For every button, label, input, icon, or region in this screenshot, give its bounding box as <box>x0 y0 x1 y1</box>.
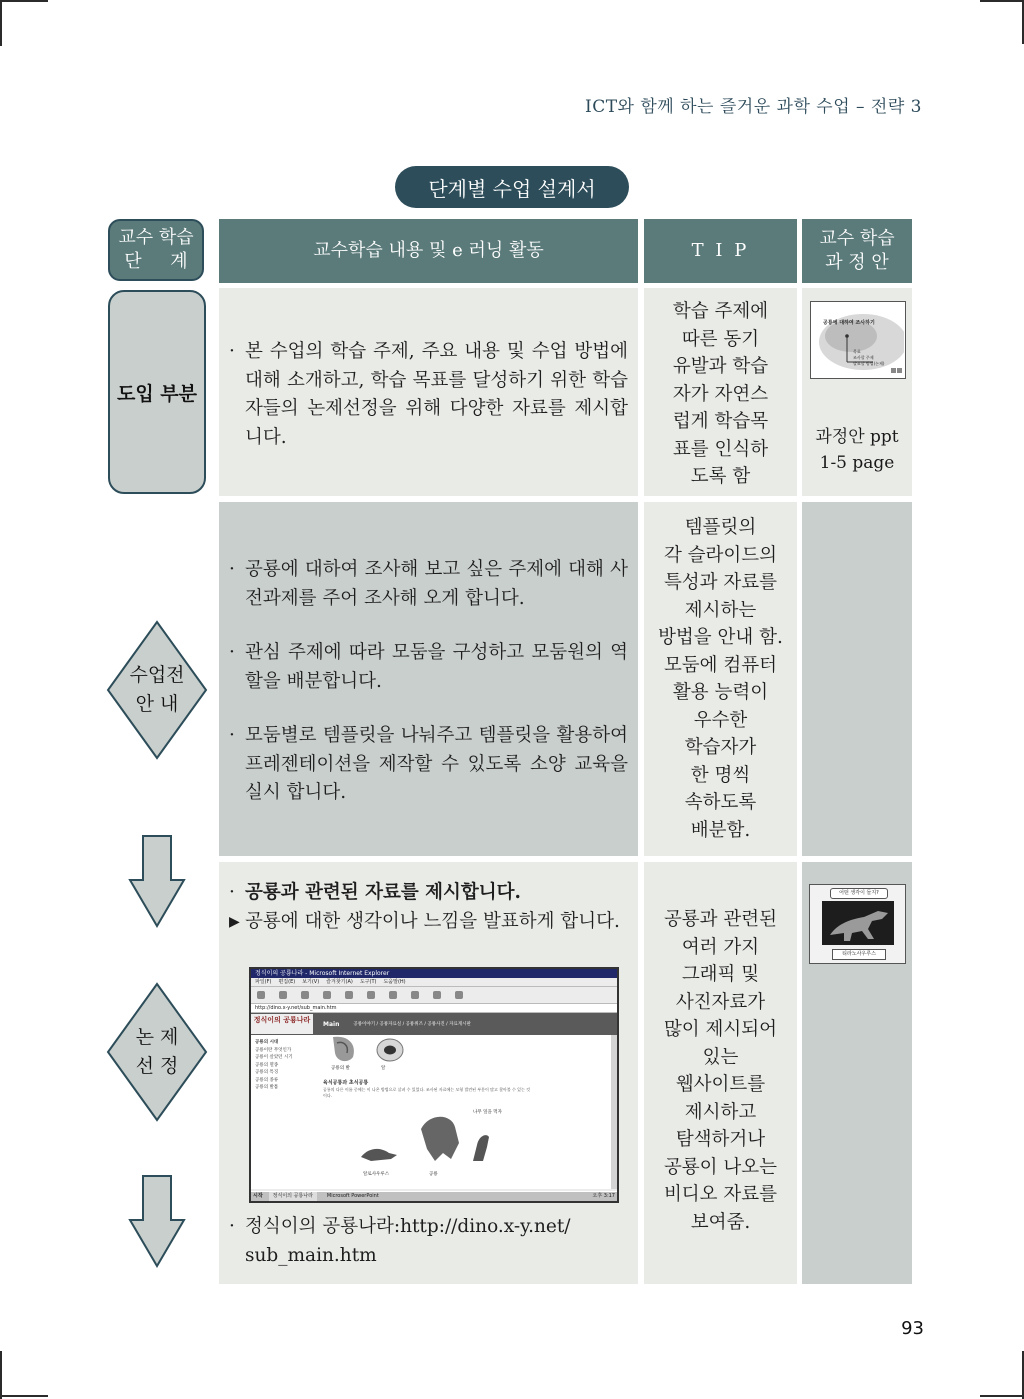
website-link-line2[interactable]: sub_main.htm <box>245 1244 377 1266</box>
taskbar-item-browser[interactable]: 정식이의 공룡나라 <box>269 1192 317 1201</box>
tip-line: 모둠에 컴퓨터 <box>663 654 778 676</box>
menu-view[interactable]: 보기(V) <box>302 979 320 985</box>
side-item[interactable]: 공룡이란 무엇인가 <box>255 1047 292 1053</box>
side-item[interactable]: 공룡의 발톱 <box>255 1085 279 1090</box>
row1-item-1: 본 수업의 학습 주제, 주요 내용 및 수업 방법에 대해 소개하고, 학습 목표를 달성하기 위한 학습자들의 논제선정을 위해 다양한 자료를 제시합니다. <box>245 341 628 448</box>
row3-content <box>219 862 638 1284</box>
stage-topic-label <box>106 1023 208 1081</box>
side-item[interactable]: 공룡의 종류 <box>255 1077 279 1083</box>
menu-favorites[interactable]: 즐겨찾기(A) <box>326 979 353 985</box>
address-url: http://dino.x-y.net/sub_main.htm <box>255 1005 337 1011</box>
tip-line: 비디오 자료를 <box>663 1184 778 1205</box>
row3-arrow-item: 공룡에 대한 생각이나 느낌을 발표하게 합니다. <box>245 910 620 932</box>
down-arrow-icon <box>127 834 187 930</box>
tip-line: 제시하고 <box>684 1101 757 1123</box>
tip-line: 공룡이 나오는 <box>663 1156 778 1178</box>
tip-line: 그래픽 및 <box>681 964 760 985</box>
tip-line: 따른 동기 <box>681 328 760 350</box>
nav-items[interactable]: 공룡이야기 / 공룡자료실 / 공룡퀴즈 / 공룡사진 / 자료게시판 <box>353 1022 471 1027</box>
list-item: · 모둠별로 템플릿을 나눠주고 템플릿을 활용하여 프레젠테이션을 제작할 수 있도록 소양 교육을 실시 합니다. <box>229 722 628 808</box>
list-item: · 공룡에 대하여 조사해 보고 싶은 주제에 대해 사전과제를 주어 조사해 오게 합니다. <box>229 556 628 613</box>
side-item[interactable]: 공룡의 시대 <box>255 1040 279 1045</box>
tip-line: 탐색하거나 <box>675 1129 766 1150</box>
tip-line: 있는 <box>702 1046 739 1068</box>
tip-line: 웹사이트를 <box>675 1074 766 1095</box>
row2-tip <box>644 502 797 856</box>
tip-header: T I P <box>644 219 797 283</box>
dino-thumb-caption: 티라노사우루스 <box>832 949 886 960</box>
print-icon[interactable] <box>455 991 463 999</box>
dino-caption-2: 공룡 <box>429 1172 438 1177</box>
tip-line: 템플릿의 <box>684 517 757 538</box>
tip-line: 특성과 자료를 <box>663 572 778 593</box>
site-header <box>251 1013 617 1035</box>
stage-topic-line1: 논 제 <box>135 1026 179 1048</box>
body-heading: 육식공룡과 초식공룡 <box>323 1080 369 1086</box>
tip-line: 많이 제시되어 <box>663 1019 778 1040</box>
website-link-line1[interactable]: 정식이의 공룡나라:http://dino.x-y.net/ <box>245 1216 571 1237</box>
row1-tip <box>644 288 797 496</box>
tip-line: 속하도록 <box>684 792 757 813</box>
refresh-icon[interactable] <box>323 991 331 999</box>
row3-bold-item: 공룡과 관련된 자료를 제시합니다. <box>245 882 521 903</box>
dinosaur-figures <box>351 1109 511 1169</box>
taskbar-clock: 오후 3:17 <box>592 1193 615 1199</box>
row2-plan <box>802 502 912 856</box>
tip-line: 도록 함 <box>690 466 751 487</box>
search-icon[interactable] <box>367 991 375 999</box>
crop-mark-top-left-v <box>0 0 2 46</box>
plan-ref-line1: 과정안 ppt <box>815 427 899 447</box>
ppt-thumbnail-dino <box>809 884 906 964</box>
taskbar <box>251 1191 619 1201</box>
tip-line: 우수한 <box>693 709 748 731</box>
content-header: 교수학습 내용 및 e 러닝 활동 <box>219 219 638 283</box>
forward-icon[interactable] <box>279 991 287 999</box>
stage-header-line1: 교수 학습 <box>118 227 194 248</box>
favorites-icon[interactable] <box>389 991 397 999</box>
row1-plan <box>802 288 912 496</box>
tip-line: 각 슬라이드의 <box>663 544 778 566</box>
page-title: 단계별 수업 설계서 <box>395 166 629 208</box>
row3-link-item <box>245 1213 628 1270</box>
caption-claw: 공룡의 발 <box>331 1066 350 1071</box>
tip-line: 한 명씩 <box>690 764 751 786</box>
tip-line: 학습 주제에 <box>672 301 769 322</box>
site-logo[interactable]: 정식이의 공룡나라 <box>251 1014 313 1034</box>
crop-mark-bottom-right-h <box>980 1395 1024 1397</box>
tip-line: 여러 가지 <box>681 936 760 958</box>
ppt-thumbnail-intro <box>810 301 906 379</box>
stage-topic-line2: 선 정 <box>135 1055 179 1077</box>
tip-line: 유발과 학습 <box>672 356 769 377</box>
side-item[interactable]: 공룡의 멸종 <box>255 1062 279 1068</box>
stop-icon[interactable] <box>301 991 309 999</box>
nav-main[interactable]: Main <box>323 1020 340 1028</box>
ppt-thumb-item-2: 조사할 주제 <box>853 355 874 360</box>
dino-egg-image <box>375 1037 405 1063</box>
back-icon[interactable] <box>257 991 265 999</box>
plan-header-line2: 과 정 안 <box>825 252 889 273</box>
down-arrow-icon <box>127 1174 187 1270</box>
plan-ref-line2: 1-5 page <box>819 453 895 473</box>
stage-preclass-line1: 수업전 <box>129 664 185 686</box>
history-icon[interactable] <box>411 991 419 999</box>
ppt-thumb-item-1: 목표 <box>853 349 861 354</box>
taskbar-item-powerpoint[interactable]: Microsoft PowerPoint <box>326 1193 379 1199</box>
menu-edit[interactable]: 편집(E) <box>278 979 296 985</box>
stage-header-line2: 단 계 <box>124 251 188 272</box>
running-header: ICT와 함께 하는 즐거운 과학 수업 – 전략 3 <box>584 97 922 117</box>
list-item: · 관심 주제에 따라 모둠을 구성하고 모둠원의 역할을 배분합니다. <box>229 639 628 696</box>
ppt-thumb-title: 공룡에 대하여 조사하기 <box>823 320 875 326</box>
list-item: ▶ 공룡에 대한 생각이나 느낌을 발표하게 합니다. <box>229 908 628 937</box>
row2-content <box>219 502 638 856</box>
tip-line: 표를 인식하 <box>672 438 769 460</box>
plan-header <box>802 219 912 283</box>
tip-line: 보여줌. <box>690 1211 751 1233</box>
mail-icon[interactable] <box>433 991 441 999</box>
crop-mark-bottom-left-v <box>0 1351 2 1399</box>
browser-titlebar <box>251 969 617 978</box>
dino-caption-1: 알로사우루스 <box>363 1172 390 1177</box>
scrollbar[interactable] <box>611 1035 617 1189</box>
menu-file[interactable]: 파일(F) <box>255 979 272 985</box>
body-text: 공룡의 다른 이름 중에는 이 나온 방법으로 살펴 수 있었다. 조사된 자료에는 모형 발견된 부분이 많고 찾아볼 수 있는 것이다. <box>323 1087 531 1098</box>
browser-menubar <box>251 978 617 986</box>
tip-line: 사진자료가 <box>675 991 766 1013</box>
home-icon[interactable] <box>345 991 353 999</box>
menu-tools[interactable]: 도구(T) <box>359 979 377 985</box>
crop-mark-top-right-h <box>980 0 1024 2</box>
tip-line: 학습자가 <box>684 737 757 758</box>
tip-line: 럽게 학습목 <box>672 411 769 432</box>
row2-item-3: 모둠별로 템플릿을 나눠주고 템플릿을 활용하여 프레젠테이션을 제작할 수 있도록 소양 교육을 실시 합니다. <box>245 725 628 803</box>
row3-plan <box>802 862 912 1284</box>
start-button[interactable]: 시작 <box>253 1193 263 1199</box>
site-body <box>251 1035 617 1189</box>
dino-thumb-title: 어떤 생각이 들지? <box>830 888 888 899</box>
crop-mark-top-left-h <box>0 0 48 2</box>
caption-egg: 알 <box>381 1066 386 1071</box>
side-item[interactable]: 공룡이 살았던 시기 <box>255 1055 293 1060</box>
tip-line: 활용 능력이 <box>672 682 769 703</box>
stage-header <box>108 219 204 281</box>
page-number: 93 <box>901 1318 924 1339</box>
tip-line: 배분함. <box>690 819 751 841</box>
side-item[interactable]: 공룡의 특징 <box>255 1070 279 1075</box>
browser-toolbar <box>251 986 617 1004</box>
row1-content <box>219 288 638 496</box>
browser-window-title: 정식이의 공룡나라 - Microsoft Internet Explorer <box>255 970 390 977</box>
website-screenshot <box>249 967 619 1203</box>
crop-mark-bottom-left-h <box>0 1395 48 1397</box>
ppt-thumb-item-3: 발표할 방법(논제) <box>853 361 885 366</box>
site-sidebar <box>255 1039 315 1092</box>
speech-bubble: 나무 잎을 먹자 <box>473 1110 502 1115</box>
row3-tip <box>644 862 797 1284</box>
tip-line: 자가 자연스 <box>672 383 769 405</box>
tip-line: 제시하는 <box>684 599 757 621</box>
row2-item-1: 공룡에 대하여 조사해 보고 싶은 주제에 대해 사전과제를 주어 조사해 오게 합니다. <box>245 559 628 609</box>
list-item: · 공룡과 관련된 자료를 제시합니다. <box>229 879 628 908</box>
list-item: · 본 수업의 학습 주제, 주요 내용 및 수업 방법에 대해 소개하고, 학습 목표를 달성하기 위한 학습자들의 논제선정을 위해 다양한 자료를 제시합니다. <box>229 338 628 452</box>
stage-intro: 도입 부분 <box>108 290 206 494</box>
plan-header-line1: 교수 학습 <box>819 228 895 249</box>
row2-item-2: 관심 주제에 따라 모둠을 구성하고 모둠원의 역할을 배분합니다. <box>245 642 628 692</box>
list-item: · 정식이의 공룡나라:http://dino.x-y.net/ sub_main.htm <box>229 1213 628 1270</box>
browser-address-bar[interactable] <box>251 1004 617 1013</box>
tip-line: 방법을 안내 함. <box>658 627 783 648</box>
stage-preclass-line2: 안 내 <box>135 693 179 715</box>
menu-help[interactable]: 도움말(H) <box>383 979 406 985</box>
tyrannosaurus-image <box>822 901 894 945</box>
dino-claw-image <box>327 1035 363 1065</box>
tip-line: 공룡과 관련된 <box>663 909 778 930</box>
stage-preclass-label <box>106 661 208 719</box>
